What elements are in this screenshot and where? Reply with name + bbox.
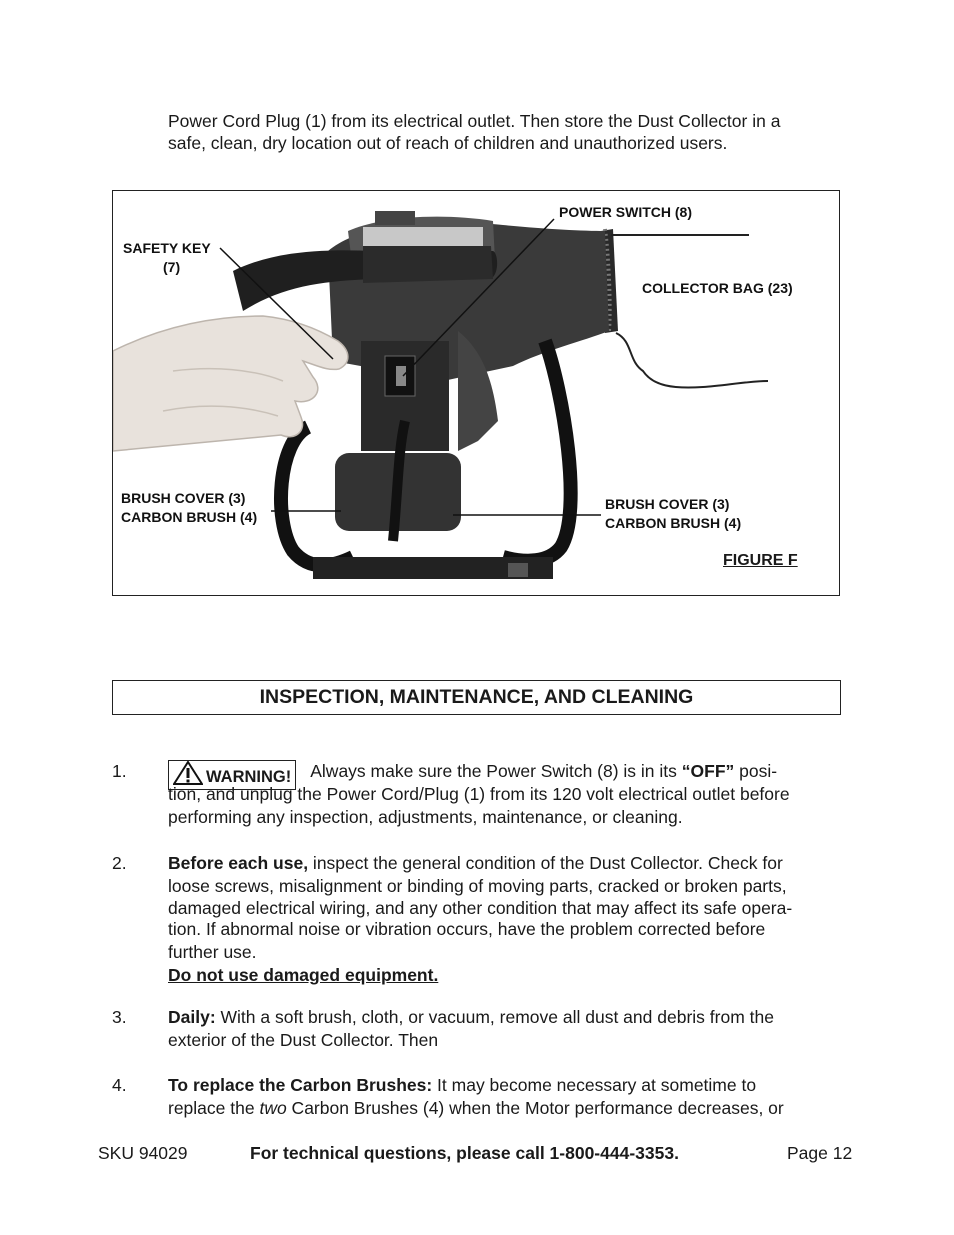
item-number: 1.	[112, 761, 127, 781]
item-1-line-3: performing any inspection, adjustments, maintenance, or cleaning.	[168, 807, 683, 827]
item-2-lead: Before each use,	[168, 853, 309, 873]
intro-line-2: safe, clean, dry location out of reach of children and unauthorized users.	[168, 133, 728, 153]
item-4-line-1: It may become necessary at sometime to	[432, 1075, 757, 1095]
item-3-line-1: With a soft brush, cloth, or vacuum, remove all dust and debris from the	[215, 1007, 774, 1027]
item-2-line-5: further use.	[168, 942, 257, 962]
dust-collector-photo	[113, 191, 840, 596]
list-item-2	[112, 852, 847, 987]
item-4-lead: To replace the Carbon Brushes:	[168, 1075, 433, 1095]
brush-cover-right-label: BRUSH COVER (3)	[605, 496, 730, 512]
carbon-brush-right-label: CARBON BRUSH (4)	[605, 515, 742, 531]
item-2-line-1: inspect the general condition of the Dust Collector. Check for	[308, 853, 783, 873]
item-4-line-2b: Carbon Brushes (4) when the Motor performance decreases, or	[286, 1098, 784, 1118]
item-number: 3.	[112, 1007, 127, 1027]
item-1-line-2: tion, and unplug the Power Cord/Plug (1) from its 120 volt electrical outlet before	[168, 784, 790, 804]
footer-tech-line: For technical questions, please call 1-800-444-3353.	[250, 1143, 679, 1163]
item-1-text-a: Always make sure the Power Switch (8) is in its	[310, 761, 682, 781]
item-1-off: “OFF”	[681, 761, 735, 781]
intro-paragraph	[168, 110, 848, 154]
item-number: 2.	[112, 853, 127, 873]
item-1-text-b: posi-	[734, 761, 778, 781]
item-2-emphasis: Do not use damaged equipment.	[168, 965, 439, 985]
item-4-two: two	[259, 1098, 287, 1118]
collector-bag-label: COLLECTOR BAG (23)	[642, 280, 793, 296]
safety-key-label: SAFETY KEY	[123, 240, 211, 256]
section-header: INSPECTION, MAINTENANCE, AND CLEANING	[112, 680, 841, 715]
item-3-lead: Daily:	[168, 1007, 216, 1027]
list-item-4	[112, 1074, 847, 1120]
item-2-line-4: tion. If abnormal noise or vibration occurs, have the problem corrected before	[168, 919, 766, 939]
list-item-1	[112, 748, 847, 829]
item-number: 4.	[112, 1075, 127, 1095]
list-item-3	[112, 1006, 847, 1052]
item-2-line-3: damaged electrical wiring, and any other condition that may affect its safe opera-	[168, 898, 793, 918]
intro-line-1: Power Cord Plug (1) from its electrical outlet. Then store the Dust Collector in a	[168, 111, 781, 131]
safety-key-number: (7)	[163, 259, 181, 275]
power-switch-label: POWER SWITCH (8)	[559, 204, 692, 220]
footer-sku: SKU 94029	[98, 1143, 188, 1163]
item-4-line-2a: replace the	[168, 1098, 260, 1118]
figure-f	[112, 190, 840, 596]
warning-triangle-icon	[173, 761, 203, 785]
warning-label: WARNING!	[206, 768, 292, 786]
brush-cover-left-label: BRUSH COVER (3)	[121, 490, 246, 506]
carbon-brush-left-label: CARBON BRUSH (4)	[121, 509, 258, 525]
footer-page-number: Page 12	[787, 1143, 853, 1163]
item-3-line-2: exterior of the Dust Collector. Then	[168, 1030, 439, 1050]
figure-title: FIGURE F	[723, 552, 798, 569]
item-2-line-2: loose screws, misalignment or binding of moving parts, cracked or broken parts,	[168, 876, 787, 896]
